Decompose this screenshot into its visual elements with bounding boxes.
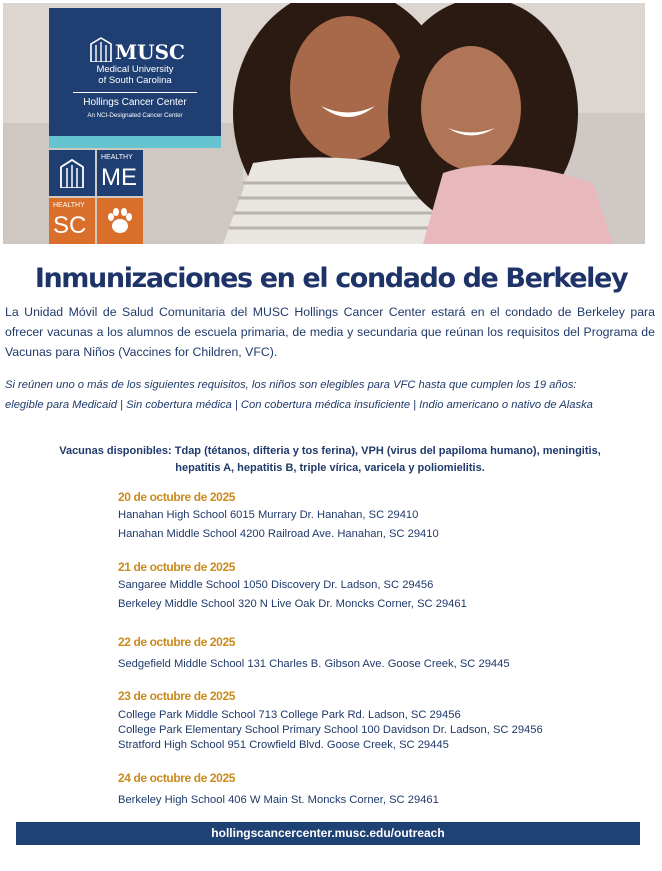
event-site: Sedgefield Middle School 131 Charles B. Gibson Ave. Goose Creek, SC 29445 xyxy=(118,658,510,670)
healthy-sc-small: HEALTHY xyxy=(53,202,85,209)
hero-photo xyxy=(3,3,645,244)
footer-url-link[interactable]: hollingscancercenter.musc.edu/outreach xyxy=(211,826,445,840)
university-line2: of South Carolina xyxy=(98,75,172,86)
event-site: College Park Elementary School Primary School 100 Davidson Dr. Ladson, SC 29456 xyxy=(118,724,543,736)
event-site: Hanahan Middle School 4200 Railroad Ave. Hanahan, SC 29410 xyxy=(118,528,439,540)
event-site: Berkeley Middle School 320 N Live Oak Dr. Moncks Corner, SC 29461 xyxy=(118,598,467,610)
musc-logo xyxy=(49,8,221,136)
vaccines-available xyxy=(40,443,620,477)
musc-brand: MUSC xyxy=(115,40,185,64)
eligibility-line2: elegible para Medicaid | Sin cobertura médica | Con cobertura médica insuficiente | Indio americano o nativo de Alaska xyxy=(5,399,593,411)
event-site: Hanahan High School 6015 Murrary Dr. Hanahan, SC 29410 xyxy=(118,509,419,521)
logo-accent-bar xyxy=(49,136,221,148)
center-name: Hollings Cancer Center xyxy=(83,97,187,108)
event-date: 22 de octubre de 2025 xyxy=(118,635,235,649)
event-date: 23 de octubre de 2025 xyxy=(118,689,235,703)
healthy-me-small: HEALTHY xyxy=(101,154,133,161)
event-site: Berkeley High School 406 W Main St. Moncks Corner, SC 29461 xyxy=(118,794,439,806)
event-site: Sangaree Middle School 1050 Discovery Dr. Ladson, SC 29456 xyxy=(118,579,434,591)
healthy-sc-big: SC xyxy=(53,212,87,239)
page-title: Inmunizaciones en el condado de Berkeley xyxy=(34,263,628,294)
event-date: 21 de octubre de 2025 xyxy=(118,560,235,574)
healthy-sc-tile xyxy=(49,198,95,244)
healthy-me-tile xyxy=(97,150,143,196)
university-line1: Medical University xyxy=(96,64,174,75)
musc-tile xyxy=(49,150,95,196)
musc-building-icon xyxy=(89,36,113,62)
center-designation: An NCI-Designated Cancer Center xyxy=(87,112,183,119)
clemson-tile xyxy=(97,198,143,244)
vaccines-line2: hepatitis A, hepatitis B, triple vírica, varicela y poliomielitis. xyxy=(175,462,485,474)
paw-icon xyxy=(105,206,135,236)
event-site: Stratford High School 951 Crowfield Blvd. Goose Creek, SC 29445 xyxy=(118,739,449,751)
eligibility-line1: Si reúnen uno o más de los siguientes requisitos, los niños son elegibles para VFC hasta que cumplen los 19 años: xyxy=(5,379,577,391)
event-date: 24 de octubre de 2025 xyxy=(118,771,235,785)
vaccines-line1: Vacunas disponibles: Tdap (tétanos, difteria y tos ferina), VPH (virus del papiloma humano), meningitis, xyxy=(59,445,601,457)
intro-paragraph: La Unidad Móvil de Salud Comunitaria del MUSC Hollings Cancer Center estará en el condado de Berkeley para ofrecer vacunas a los alumnos de escuela primaria, de media y secundaria que reúnan los requisitos del Programa de Vacunas para Niños (Vaccines for Children, VFC). xyxy=(5,305,655,359)
event-date: 20 de octubre de 2025 xyxy=(118,490,235,504)
event-site: College Park Middle School 713 College Park Rd. Ladson, SC 29456 xyxy=(118,709,461,721)
logo-divider xyxy=(73,92,197,93)
musc-building-icon xyxy=(59,158,85,188)
footer-bar xyxy=(16,822,640,845)
healthy-me-big: ME xyxy=(101,164,137,191)
